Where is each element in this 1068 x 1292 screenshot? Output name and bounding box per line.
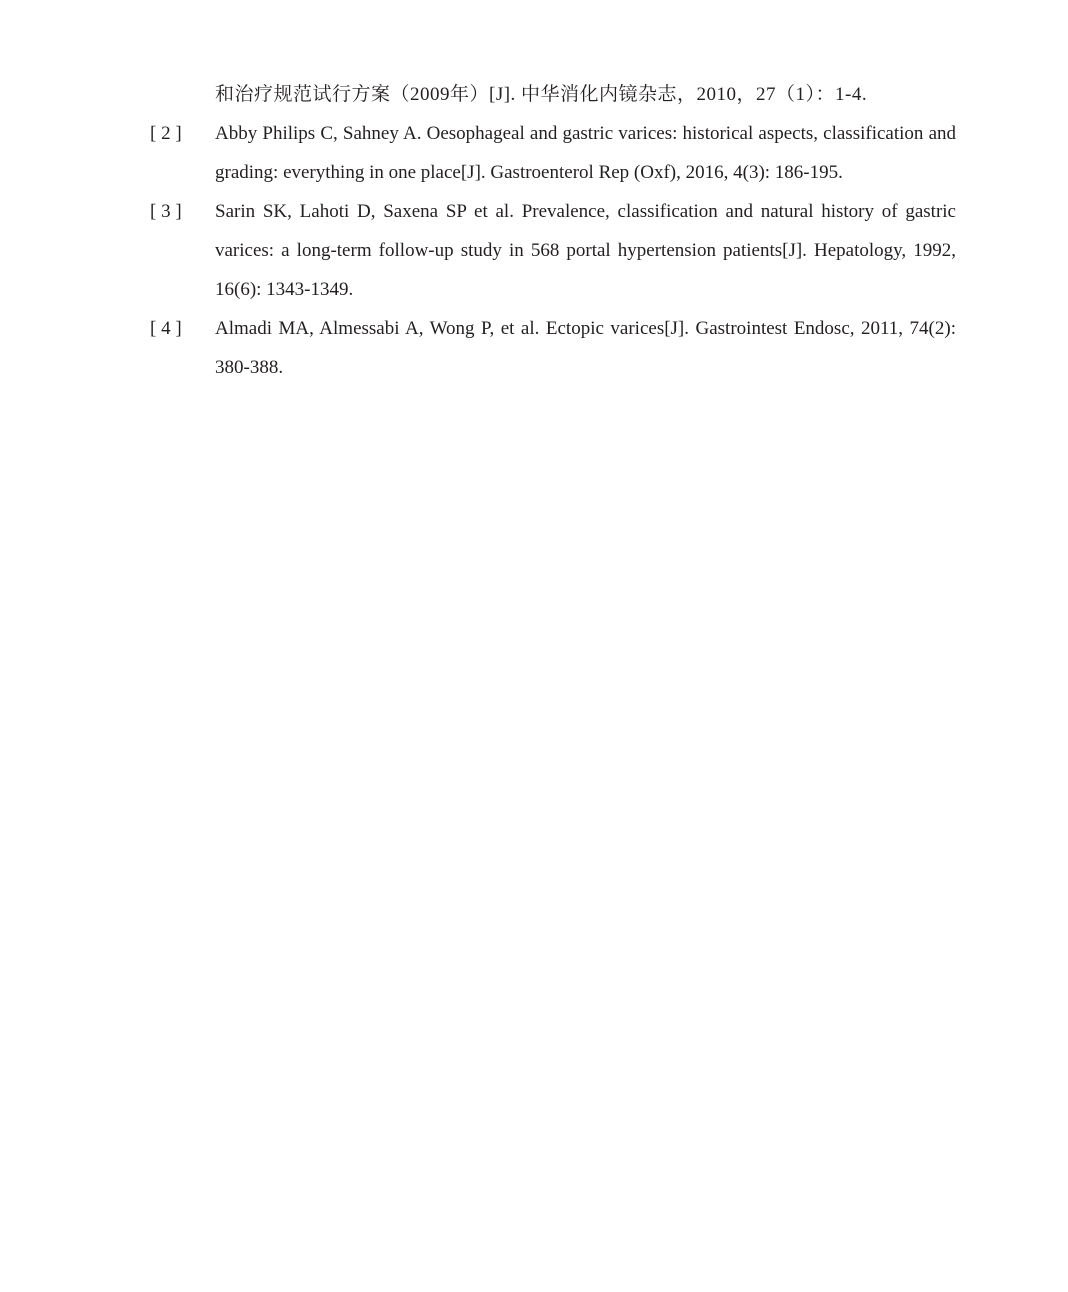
reference-text: Almadi MA, Almessabi A, Wong P, et al. Ectopic varices[J]. Gastrointest Endosc, 2011, 74(2): 380-388. — [215, 318, 956, 378]
reference-continuation — [150, 75, 956, 114]
reference-number: [ 4 ] — [150, 318, 182, 339]
reference-continuation-text: 和治疗规范试行方案（2009年）[J]. 中华消化内镜杂志，2010，27（1）：1-4. — [215, 84, 868, 105]
reference-item — [150, 309, 956, 387]
reference-text: Abby Philips C, Sahney A. Oesophageal and gastric varices: historical aspects, classification and grading: everything in one place[J]. Gastroenterol Rep (Oxf), 2016, 4(3): 186-195. — [215, 123, 956, 183]
reference-list — [150, 75, 956, 387]
reference-text: Sarin SK, Lahoti D, Saxena SP et al. Prevalence, classification and natural history of gastric varices: a long-term follow-up study in 568 portal hypertension patients[J]. Hepatology, 1992, 16(6): 1343-1349. — [215, 201, 956, 300]
reference-item — [150, 114, 956, 192]
reference-item — [150, 192, 956, 309]
reference-number: [ 2 ] — [150, 123, 182, 144]
reference-number: [ 3 ] — [150, 201, 182, 222]
